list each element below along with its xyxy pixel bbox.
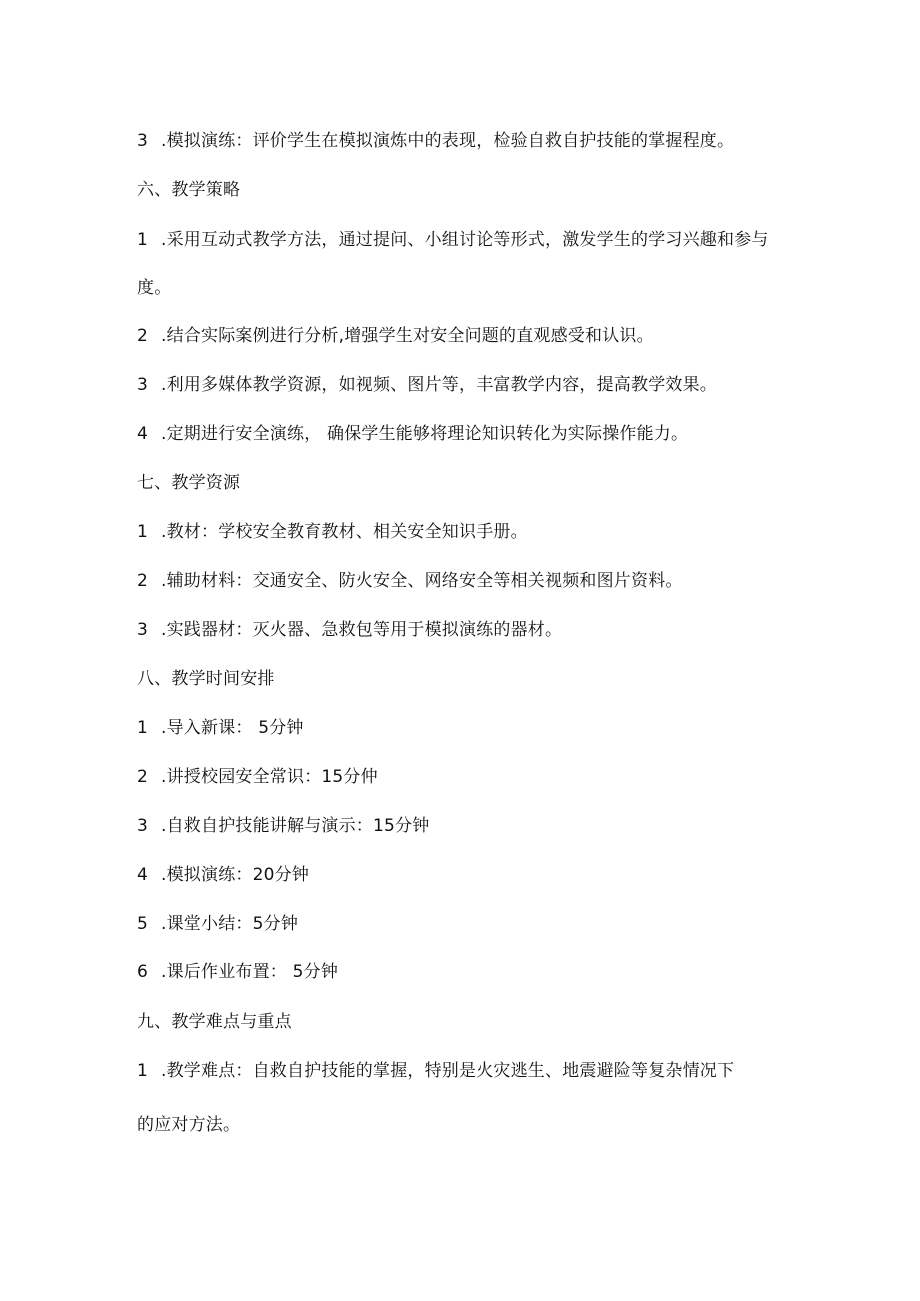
section-heading [137,669,275,689]
list-item [137,571,683,591]
list-item [137,767,378,787]
list-item [137,620,562,640]
section-heading [137,180,240,200]
item-text: .自救自护技能讲解与演示：15分钟 [161,816,430,836]
list-item [137,326,654,346]
item-text: .实践器材：灭火器、急救包等用于模拟演练的器材。 [161,620,563,640]
item-number: 3 [137,620,149,640]
heading-text: 七、教学资源 [137,473,241,493]
item-text: .模拟演练：20分钟 [161,865,310,885]
list-item-continuation [137,278,171,298]
item-number: 3 [137,375,149,395]
item-number: 1 [137,230,149,250]
item-number: 1 [137,1061,149,1081]
section-heading [137,473,240,493]
heading-text: 九、教学难点与重点 [137,1012,292,1032]
item-text: .结合实际案例进行分析,增强学生对安全问题的直观感受和认识。 [161,326,654,346]
item-text: .模拟演练：评价学生在模拟演炼中的表现，检验自救自护技能的掌握程度。 [161,131,735,151]
item-number: 5 [137,914,149,934]
list-item [137,816,429,836]
item-text: 的应对方法。 [137,1115,241,1135]
item-number: 3 [137,816,149,836]
item-number: 2 [137,767,149,787]
list-item [137,522,528,542]
item-number: 2 [137,326,149,346]
list-item [137,1061,734,1081]
list-item [137,962,338,982]
item-number: 2 [137,571,149,591]
item-text: .教材：学校安全教育教材、相关安全知识手册。 [161,522,528,542]
list-item-continuation [137,1115,240,1135]
item-text: .课堂小结：5分钟 [161,914,299,934]
list-item [137,865,309,885]
item-text: .导入新课： 5分钟 [161,718,304,738]
list-item [137,914,298,934]
list-item [137,131,734,151]
heading-text: 八、教学时间安排 [137,669,275,689]
item-text: .教学难点：自救自护技能的掌握，特别是火灾逃生、地震避险等复杂情况下 [161,1061,735,1081]
item-text: .采用互动式教学方法，通过提问、小组讨论等形式，激发学生的学习兴趣和参与 [161,230,769,250]
item-number: 4 [137,865,149,885]
item-number: 1 [137,718,149,738]
item-number: 6 [137,962,149,982]
list-item [137,375,717,395]
item-text: .利用多媒体教学资源，如视频、图片等，丰富教学内容，提高教学效果。 [161,375,718,395]
section-heading [137,1012,292,1032]
item-text: .讲授校园安全常识：15分仲 [161,767,378,787]
list-item [137,230,769,250]
item-text: 度。 [137,278,172,298]
list-item [137,424,688,444]
item-text: .定期进行安全演练， 确保学生能够将理论知识转化为实际操作能力。 [161,424,689,444]
item-text: .辅助材料：交通安全、防火安全、网络安全等相关视频和图片资料。 [161,571,683,591]
item-text: .课后作业布置： 5分钟 [161,962,339,982]
list-item [137,718,304,738]
item-number: 1 [137,522,149,542]
heading-text: 六、教学策略 [137,180,241,200]
item-number: 4 [137,424,149,444]
item-number: 3 [137,131,149,151]
